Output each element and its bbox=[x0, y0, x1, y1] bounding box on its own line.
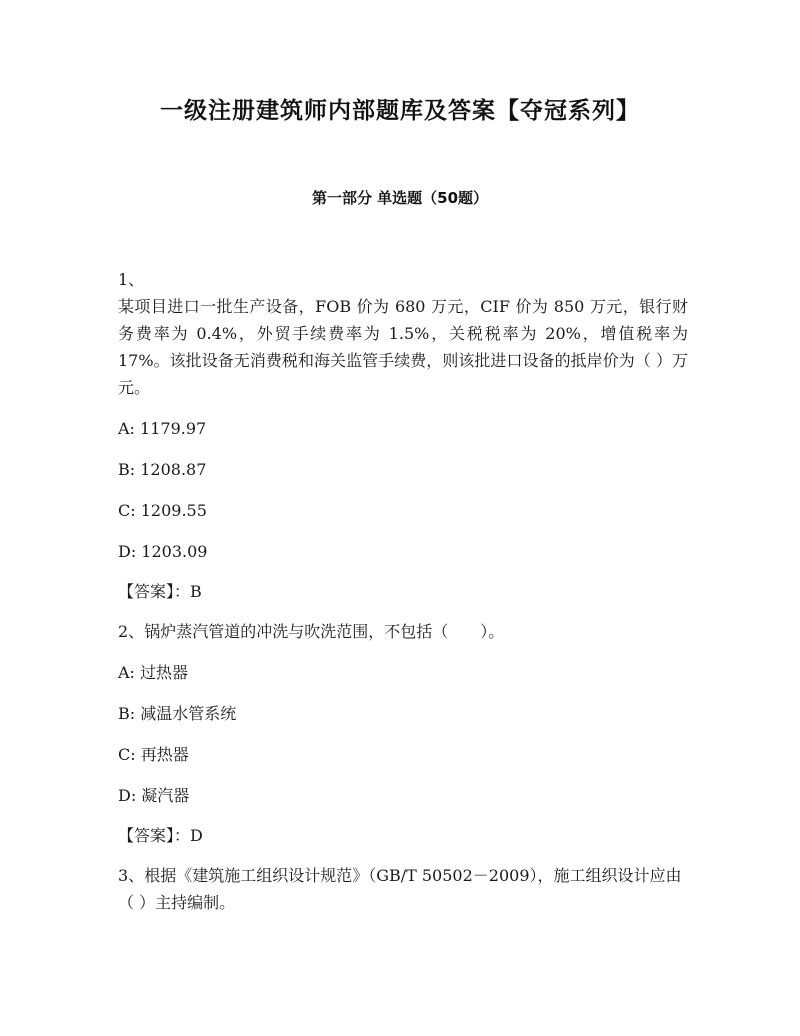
question-number: 1、 bbox=[118, 270, 145, 289]
option-c: C: 1209.55 bbox=[118, 501, 207, 520]
option-b: B: 1208.87 bbox=[118, 460, 207, 479]
option-c: C: 再热器 bbox=[118, 745, 189, 764]
option-a: A: 过热器 bbox=[118, 663, 189, 682]
question-number: 3、 bbox=[118, 866, 145, 885]
answer-line: 【答案】：D bbox=[118, 826, 203, 845]
question-2 bbox=[118, 618, 688, 849]
option-a: A: 1179.97 bbox=[118, 419, 207, 438]
document-title: 一级注册建筑师内部题库及答案【夺冠系列】 bbox=[160, 97, 640, 124]
question-stem: 某项目进口一批生产设备，FOB 价为 680 万元，CIF 价为 850 万元，银行财务费率为 0.4%，外贸手续费率为 1.5%，关税税率为 20%，增值税率为 17%。该批设备无消费税和海关监管手续费，则该批进口设备的抵岸价为（ ）万元。 bbox=[118, 297, 688, 397]
option-d: D: 1203.09 bbox=[118, 542, 208, 561]
question-list bbox=[118, 266, 688, 916]
section-title: 第一部分 单选题（50题） bbox=[311, 189, 489, 207]
question-3 bbox=[118, 862, 688, 916]
option-d: D: 凝汽器 bbox=[118, 786, 190, 805]
question-number: 2、 bbox=[118, 622, 145, 641]
question-1 bbox=[118, 266, 688, 605]
option-b: B: 减温水管系统 bbox=[118, 704, 237, 723]
question-stem: 根据《建筑施工组织设计规范》（GB/T 50502－2009），施工组织设计应由（ ）主持编制。 bbox=[118, 866, 682, 912]
answer-line: 【答案】：B bbox=[118, 582, 202, 601]
question-stem: 锅炉蒸汽管道的冲洗与吹洗范围，不包括（ ）。 bbox=[144, 622, 505, 641]
